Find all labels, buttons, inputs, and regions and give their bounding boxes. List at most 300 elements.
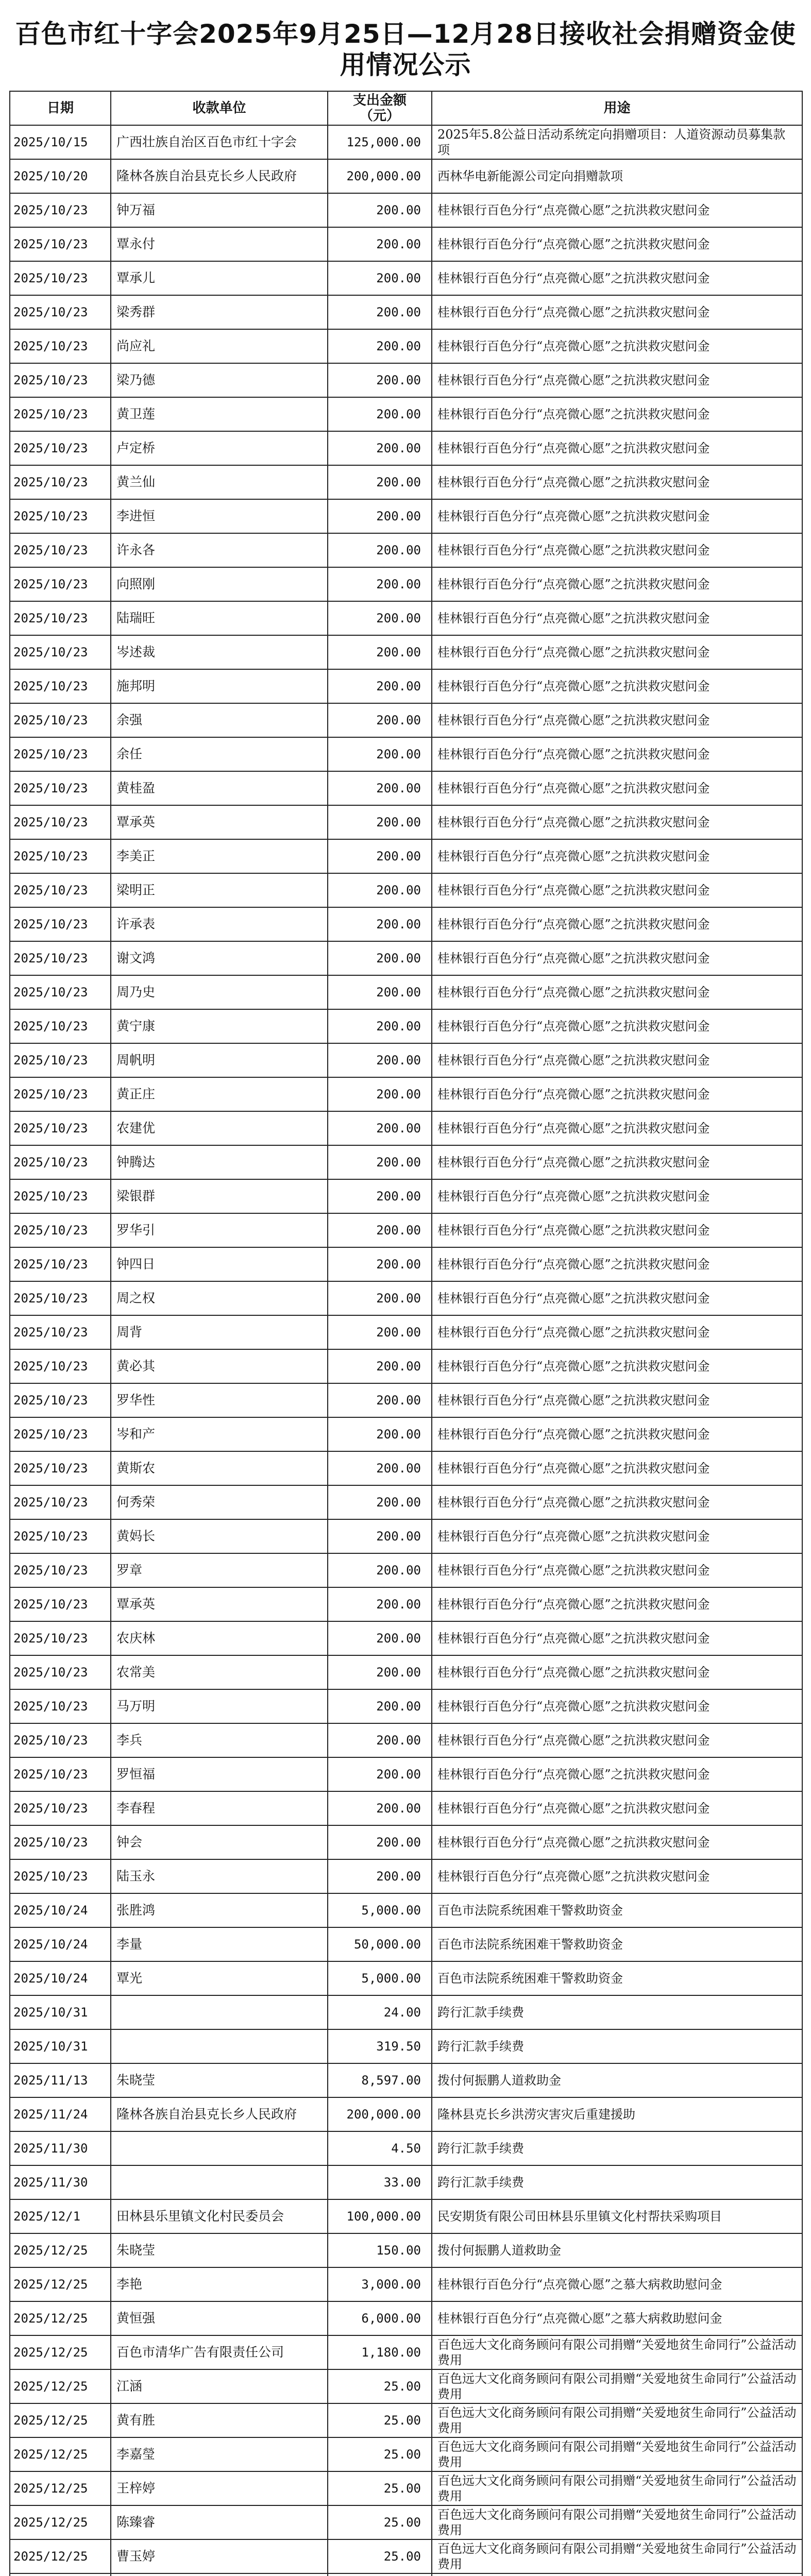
row-payee: 谢文鸿 — [111, 941, 328, 975]
row-purpose: 百色远大文化商务顾问有限公司捐赠“关爱地贫生命同行”公益活动费用 — [432, 2539, 802, 2573]
table-row — [10, 1077, 802, 1111]
row-date: 2025/10/24 — [10, 1927, 111, 1961]
row-amount: 200.00 — [328, 465, 432, 499]
row-payee: 施邦明 — [111, 669, 328, 703]
row-date: 2025/12/25 — [10, 2539, 111, 2573]
row-amount: 5,000.00 — [328, 1961, 432, 1995]
table-row — [10, 499, 802, 533]
table-row — [10, 737, 802, 771]
row-payee: 江涵 — [111, 2369, 328, 2403]
row-purpose — [432, 2573, 802, 2576]
row-payee: 覃承英 — [111, 1587, 328, 1621]
row-date: 2025/10/23 — [10, 941, 111, 975]
row-date: 2025/10/23 — [10, 1315, 111, 1349]
row-payee: 周乃史 — [111, 975, 328, 1009]
row-payee: 黄宁康 — [111, 1009, 328, 1043]
row-amount: 200.00 — [328, 1723, 432, 1757]
row-amount: 200.00 — [328, 1757, 432, 1791]
row-purpose: 桂林银行百色分行“点亮微心愿”之抗洪救灾慰问金 — [432, 1077, 802, 1111]
row-amount: 4.50 — [328, 2131, 432, 2165]
table-row — [10, 1859, 802, 1893]
row-purpose: 桂林银行百色分行“点亮微心愿”之抗洪救灾慰问金 — [432, 1145, 802, 1179]
row-amount: 200.00 — [328, 1043, 432, 1077]
table-row — [10, 873, 802, 907]
row-payee: 许承表 — [111, 907, 328, 941]
row-amount: 200.00 — [328, 1621, 432, 1655]
row-amount: 200.00 — [328, 1655, 432, 1689]
row-amount: 200.00 — [328, 1383, 432, 1417]
row-payee: 农庆林 — [111, 1621, 328, 1655]
row-amount: 200.00 — [328, 1859, 432, 1893]
table-row — [10, 1553, 802, 1587]
row-purpose: 桂林银行百色分行“点亮微心愿”之抗洪救灾慰问金 — [432, 1553, 802, 1587]
row-amount: 200.00 — [328, 1417, 432, 1451]
row-amount: 5,000.00 — [328, 1893, 432, 1927]
table-row — [10, 2097, 802, 2131]
row-payee: 农建优 — [111, 1111, 328, 1145]
row-amount: 33.00 — [328, 2165, 432, 2199]
row-date: 2025/10/23 — [10, 1485, 111, 1519]
row-date: 2025/10/23 — [10, 1247, 111, 1281]
row-purpose: 桂林银行百色分行“点亮微心愿”之抗洪救灾慰问金 — [432, 1179, 802, 1213]
row-amount: 200.00 — [328, 1791, 432, 1825]
row-amount: 200.00 — [328, 839, 432, 873]
row-purpose: 桂林银行百色分行“点亮微心愿”之慕大病救助慰问金 — [432, 2301, 802, 2335]
row-date: 2025/11/30 — [10, 2131, 111, 2165]
table-row — [10, 329, 802, 363]
table-row — [10, 363, 802, 397]
row-payee: 王梓婷 — [111, 2471, 328, 2505]
row-payee: 隆林各族自治县克长乡人民政府 — [111, 2097, 328, 2131]
page-title: 百色市红十字会2025年9月25日—12月28日接收社会捐赠资金使用情况公示 — [15, 19, 796, 80]
row-date: 2025/10/23 — [10, 1179, 111, 1213]
row-date: 2025/10/23 — [10, 567, 111, 601]
row-date: 2025/10/23 — [10, 873, 111, 907]
row-purpose: 桂林银行百色分行“点亮微心愿”之抗洪救灾慰问金 — [432, 397, 802, 431]
row-date: 2025/10/23 — [10, 1043, 111, 1077]
row-amount: 200.00 — [328, 1451, 432, 1485]
row-date: 2025/12/25 — [10, 2437, 111, 2471]
table-row — [10, 2539, 802, 2573]
row-amount — [328, 2573, 432, 2576]
row-amount: 6,000.00 — [328, 2301, 432, 2335]
row-date: 2025/10/23 — [10, 1383, 111, 1417]
row-payee — [111, 2165, 328, 2199]
row-purpose: 桂林银行百色分行“点亮微心愿”之抗洪救灾慰问金 — [432, 1009, 802, 1043]
row-purpose: 桂林银行百色分行“点亮微心愿”之抗洪救灾慰问金 — [432, 839, 802, 873]
row-amount: 200.00 — [328, 193, 432, 227]
row-date: 2025/10/23 — [10, 771, 111, 805]
row-payee: 梁明正 — [111, 873, 328, 907]
table-row — [10, 2199, 802, 2233]
row-date: 2025/10/23 — [10, 805, 111, 839]
row-amount: 25.00 — [328, 2403, 432, 2437]
row-purpose: 桂林银行百色分行“点亮微心愿”之抗洪救灾慰问金 — [432, 1111, 802, 1145]
table-row — [10, 771, 802, 805]
row-payee: 李美正 — [111, 839, 328, 873]
row-date: 2025/10/23 — [10, 1145, 111, 1179]
row-date: 2025/12/1 — [10, 2199, 111, 2233]
row-purpose: 桂林银行百色分行“点亮微心愿”之抗洪救灾慰问金 — [432, 601, 802, 635]
row-purpose: 桂林银行百色分行“点亮微心愿”之抗洪救灾慰问金 — [432, 567, 802, 601]
row-purpose: 桂林银行百色分行“点亮微心愿”之抗洪救灾慰问金 — [432, 669, 802, 703]
table-row — [10, 295, 802, 329]
row-purpose: 桂林银行百色分行“点亮微心愿”之抗洪救灾慰问金 — [432, 703, 802, 737]
row-date: 2025/10/31 — [10, 2029, 111, 2063]
row-purpose: 拨付何振鹏人道救助金 — [432, 2233, 802, 2267]
row-date: 2025/12/25 — [10, 2369, 111, 2403]
row-purpose: 桂林银行百色分行“点亮微心愿”之抗洪救灾慰问金 — [432, 193, 802, 227]
row-purpose: 桂林银行百色分行“点亮微心愿”之抗洪救灾慰问金 — [432, 1383, 802, 1417]
row-payee: 罗恒福 — [111, 1757, 328, 1791]
table-row — [10, 2403, 802, 2437]
table-row — [10, 1757, 802, 1791]
row-amount: 25.00 — [328, 2505, 432, 2539]
table-header-row — [10, 91, 802, 125]
row-purpose: 百色市法院系统困难干警救助资金 — [432, 1893, 802, 1927]
row-purpose: 桂林银行百色分行“点亮微心愿”之抗洪救灾慰问金 — [432, 1859, 802, 1893]
table-row — [10, 1349, 802, 1383]
header-unit: 收款单位 — [111, 91, 328, 125]
row-payee: 黄有胜 — [111, 2403, 328, 2437]
row-date: 2025/11/13 — [10, 2063, 111, 2097]
row-amount: 200.00 — [328, 669, 432, 703]
row-purpose: 桂林银行百色分行“点亮微心愿”之抗洪救灾慰问金 — [432, 1417, 802, 1451]
table-row — [10, 125, 802, 159]
row-purpose: 百色市法院系统困难干警救助资金 — [432, 1927, 802, 1961]
table-row — [10, 839, 802, 873]
row-purpose: 桂林银行百色分行“点亮微心愿”之抗洪救灾慰问金 — [432, 907, 802, 941]
row-payee: 岑述裁 — [111, 635, 328, 669]
table-row — [10, 1111, 802, 1145]
row-purpose: 桂林银行百色分行“点亮微心愿”之抗洪救灾慰问金 — [432, 1689, 802, 1723]
table-row — [10, 465, 802, 499]
row-amount: 200.00 — [328, 873, 432, 907]
row-date: 2025/10/23 — [10, 635, 111, 669]
row-amount: 200.00 — [328, 397, 432, 431]
row-amount: 200.00 — [328, 1213, 432, 1247]
row-payee: 朱晓莹 — [111, 2063, 328, 2097]
row-payee: 黄妈长 — [111, 1519, 328, 1553]
row-payee — [111, 2573, 328, 2576]
table-row — [10, 1043, 802, 1077]
row-amount: 25.00 — [328, 2369, 432, 2403]
table-row — [10, 2369, 802, 2403]
row-payee: 朱晓莹 — [111, 2233, 328, 2267]
row-purpose: 桂林银行百色分行“点亮微心愿”之抗洪救灾慰问金 — [432, 1587, 802, 1621]
table-row — [10, 2063, 802, 2097]
row-payee: 李嘉瑩 — [111, 2437, 328, 2471]
row-payee: 曹玉婷 — [111, 2539, 328, 2573]
table-row — [10, 2505, 802, 2539]
row-purpose: 桂林银行百色分行“点亮微心愿”之抗洪救灾慰问金 — [432, 805, 802, 839]
row-purpose: 百色远大文化商务顾问有限公司捐赠“关爱地贫生命同行”公益活动费用 — [432, 2437, 802, 2471]
row-payee: 广西壮族自治区百色市红十字会 — [111, 125, 328, 159]
row-purpose: 桂林银行百色分行“点亮微心愿”之抗洪救灾慰问金 — [432, 1043, 802, 1077]
row-amount: 1,180.00 — [328, 2335, 432, 2369]
row-purpose: 桂林银行百色分行“点亮微心愿”之抗洪救灾慰问金 — [432, 941, 802, 975]
row-amount: 200.00 — [328, 737, 432, 771]
row-date: 2025/11/24 — [10, 2097, 111, 2131]
table-body — [10, 125, 802, 2576]
row-amount: 25.00 — [328, 2437, 432, 2471]
row-amount: 200.00 — [328, 805, 432, 839]
row-amount: 200.00 — [328, 1179, 432, 1213]
row-date: 2025/10/23 — [10, 737, 111, 771]
row-date: 2025/10/23 — [10, 533, 111, 567]
row-payee: 李量 — [111, 1927, 328, 1961]
row-date: 2025/10/23 — [10, 1077, 111, 1111]
row-purpose: 隆林县克长乡洪涝灾害灾后重建援助 — [432, 2097, 802, 2131]
row-payee: 钟万福 — [111, 193, 328, 227]
row-amount: 200.00 — [328, 975, 432, 1009]
table-row — [10, 1179, 802, 1213]
row-payee — [111, 2131, 328, 2165]
table-row — [10, 533, 802, 567]
table-row — [10, 941, 802, 975]
row-date: 2025/10/23 — [10, 397, 111, 431]
row-date: 2025/10/23 — [10, 1349, 111, 1383]
table-row — [10, 1995, 802, 2029]
row-date: 2025/10/23 — [10, 1791, 111, 1825]
table-row — [10, 2267, 802, 2301]
row-purpose: 桂林银行百色分行“点亮微心愿”之抗洪救灾慰问金 — [432, 227, 802, 261]
table-row — [10, 1145, 802, 1179]
row-purpose: 桂林银行百色分行“点亮微心愿”之抗洪救灾慰问金 — [432, 499, 802, 533]
header-use: 用途 — [432, 91, 802, 125]
row-date: 2025/10/23 — [10, 1825, 111, 1859]
table-row — [10, 1893, 802, 1927]
row-purpose: 桂林银行百色分行“点亮微心愿”之抗洪救灾慰问金 — [432, 1247, 802, 1281]
row-purpose: 民安期货有限公司田林县乐里镇文化村帮扶采购项目 — [432, 2199, 802, 2233]
table-row — [10, 703, 802, 737]
table-row — [10, 1213, 802, 1247]
expenditure-table — [9, 91, 803, 2576]
row-date: 2025/10/20 — [10, 159, 111, 193]
row-purpose: 桂林银行百色分行“点亮微心愿”之抗洪救灾慰问金 — [432, 533, 802, 567]
row-payee: 周帆明 — [111, 1043, 328, 1077]
row-payee: 梁银群 — [111, 1179, 328, 1213]
row-payee: 罗章 — [111, 1553, 328, 1587]
table-row — [10, 805, 802, 839]
table-row — [10, 1689, 802, 1723]
row-purpose: 桂林银行百色分行“点亮微心愿”之抗洪救灾慰问金 — [432, 1281, 802, 1315]
row-payee: 马万明 — [111, 1689, 328, 1723]
row-amount: 200.00 — [328, 1247, 432, 1281]
table-row — [10, 2573, 802, 2576]
row-amount: 200.00 — [328, 363, 432, 397]
table-row — [10, 1281, 802, 1315]
row-date: 2025/10/23 — [10, 1587, 111, 1621]
table-row — [10, 2437, 802, 2471]
table-row — [10, 2233, 802, 2267]
table-row — [10, 227, 802, 261]
row-purpose: 百色远大文化商务顾问有限公司捐赠“关爱地贫生命同行”公益活动费用 — [432, 2505, 802, 2539]
row-payee: 田林县乐里镇文化村民委员会 — [111, 2199, 328, 2233]
row-purpose: 桂林银行百色分行“点亮微心愿”之抗洪救灾慰问金 — [432, 873, 802, 907]
row-date: 2025/10/23 — [10, 1213, 111, 1247]
row-purpose: 跨行汇款手续费 — [432, 2165, 802, 2199]
row-date: 2025/10/23 — [10, 1723, 111, 1757]
row-payee: 周之权 — [111, 1281, 328, 1315]
row-payee: 梁乃德 — [111, 363, 328, 397]
row-purpose: 跨行汇款手续费 — [432, 1995, 802, 2029]
row-purpose: 跨行汇款手续费 — [432, 2029, 802, 2063]
row-purpose: 桂林银行百色分行“点亮微心愿”之抗洪救灾慰问金 — [432, 1315, 802, 1349]
table-row — [10, 669, 802, 703]
table-row — [10, 635, 802, 669]
row-payee — [111, 1995, 328, 2029]
row-amount: 319.50 — [328, 2029, 432, 2063]
row-payee: 尚应礼 — [111, 329, 328, 363]
row-purpose: 桂林银行百色分行“点亮微心愿”之抗洪救灾慰问金 — [432, 1791, 802, 1825]
row-date: 2025/12/25 — [10, 2403, 111, 2437]
row-date: 2025/10/23 — [10, 363, 111, 397]
row-date: 2025/12/25 — [10, 2233, 111, 2267]
row-amount: 200.00 — [328, 1281, 432, 1315]
row-date: 2025/10/31 — [10, 1995, 111, 2029]
row-purpose: 桂林银行百色分行“点亮微心愿”之抗洪救灾慰问金 — [432, 737, 802, 771]
row-payee: 李春程 — [111, 1791, 328, 1825]
row-date: 2025/10/23 — [10, 1281, 111, 1315]
table-row — [10, 567, 802, 601]
table-row — [10, 1417, 802, 1451]
row-date: 2025/10/23 — [10, 601, 111, 635]
row-date: 2025/10/23 — [10, 329, 111, 363]
table-row — [10, 1009, 802, 1043]
row-payee: 黄恒强 — [111, 2301, 328, 2335]
row-date: 2025/10/23 — [10, 1655, 111, 1689]
table-row — [10, 2165, 802, 2199]
row-purpose: 桂林银行百色分行“点亮微心愿”之抗洪救灾慰问金 — [432, 1825, 802, 1859]
row-amount: 200.00 — [328, 329, 432, 363]
row-purpose: 桂林银行百色分行“点亮微心愿”之抗洪救灾慰问金 — [432, 295, 802, 329]
row-purpose: 桂林银行百色分行“点亮微心愿”之慕大病救助慰问金 — [432, 2267, 802, 2301]
row-payee: 岑和产 — [111, 1417, 328, 1451]
header-amount-label: 支出金额 （元） — [352, 93, 407, 124]
row-date: 2025/10/23 — [10, 703, 111, 737]
row-date: 2025/12/25 — [10, 2505, 111, 2539]
row-amount: 200.00 — [328, 1553, 432, 1587]
row-amount: 8,597.00 — [328, 2063, 432, 2097]
row-purpose: 桂林银行百色分行“点亮微心愿”之抗洪救灾慰问金 — [432, 329, 802, 363]
row-amount: 200.00 — [328, 1689, 432, 1723]
row-payee: 覃光 — [111, 1961, 328, 1995]
row-payee: 陆瑞旺 — [111, 601, 328, 635]
row-purpose: 拨付何振鹏人道救助金 — [432, 2063, 802, 2097]
row-payee: 许永各 — [111, 533, 328, 567]
row-purpose: 桂林银行百色分行“点亮微心愿”之抗洪救灾慰问金 — [432, 1723, 802, 1757]
row-date: 2025/10/23 — [10, 669, 111, 703]
row-payee: 隆林各族自治县克长乡人民政府 — [111, 159, 328, 193]
row-payee: 覃承儿 — [111, 261, 328, 295]
row-amount: 100,000.00 — [328, 2199, 432, 2233]
row-amount: 200.00 — [328, 1485, 432, 1519]
row-date: 2025/12/25 — [10, 2335, 111, 2369]
table-row — [10, 2335, 802, 2369]
row-payee: 黄桂盈 — [111, 771, 328, 805]
row-payee: 陈臻睿 — [111, 2505, 328, 2539]
row-amount: 200.00 — [328, 1349, 432, 1383]
row-amount: 200.00 — [328, 1077, 432, 1111]
row-payee — [111, 2029, 328, 2063]
table-row — [10, 2131, 802, 2165]
row-date: 2025/10/23 — [10, 1417, 111, 1451]
row-purpose: 桂林银行百色分行“点亮微心愿”之抗洪救灾慰问金 — [432, 1349, 802, 1383]
table-row — [10, 193, 802, 227]
row-amount: 200.00 — [328, 1145, 432, 1179]
row-purpose: 百色远大文化商务顾问有限公司捐赠“关爱地贫生命同行”公益活动费用 — [432, 2403, 802, 2437]
row-purpose: 桂林银行百色分行“点亮微心愿”之抗洪救灾慰问金 — [432, 1621, 802, 1655]
row-date: 2025/10/23 — [10, 1519, 111, 1553]
row-purpose: 桂林银行百色分行“点亮微心愿”之抗洪救灾慰问金 — [432, 1519, 802, 1553]
row-amount: 200.00 — [328, 1519, 432, 1553]
row-date: 2025/10/23 — [10, 261, 111, 295]
table-row — [10, 1655, 802, 1689]
row-amount: 125,000.00 — [328, 125, 432, 159]
row-payee: 李进恒 — [111, 499, 328, 533]
row-date: 2025/10/23 — [10, 1621, 111, 1655]
row-payee: 张胜鸿 — [111, 1893, 328, 1927]
row-amount: 200.00 — [328, 907, 432, 941]
row-amount: 200.00 — [328, 601, 432, 635]
row-payee: 百色市清华广告有限责任公司 — [111, 2335, 328, 2369]
table-row — [10, 431, 802, 465]
row-payee: 罗华引 — [111, 1213, 328, 1247]
row-date: 2025/10/23 — [10, 193, 111, 227]
row-amount: 200.00 — [328, 261, 432, 295]
row-amount: 200.00 — [328, 771, 432, 805]
row-date: 2025/10/23 — [10, 1111, 111, 1145]
row-date: 2025/10/23 — [10, 839, 111, 873]
row-amount: 200.00 — [328, 1009, 432, 1043]
table-row — [10, 159, 802, 193]
row-amount: 25.00 — [328, 2539, 432, 2573]
row-payee: 黄卫莲 — [111, 397, 328, 431]
row-amount: 3,000.00 — [328, 2267, 432, 2301]
row-purpose: 桂林银行百色分行“点亮微心愿”之抗洪救灾慰问金 — [432, 1757, 802, 1791]
table-row — [10, 1961, 802, 1995]
row-purpose: 桂林银行百色分行“点亮微心愿”之抗洪救灾慰问金 — [432, 1485, 802, 1519]
row-payee: 黄正庄 — [111, 1077, 328, 1111]
row-amount: 200.00 — [328, 1315, 432, 1349]
table-row — [10, 1587, 802, 1621]
row-date: 2025/10/23 — [10, 1009, 111, 1043]
row-purpose: 西林华电新能源公司定向捐赠款项 — [432, 159, 802, 193]
row-purpose: 跨行汇款手续费 — [432, 2131, 802, 2165]
table-row — [10, 1825, 802, 1859]
row-amount: 24.00 — [328, 1995, 432, 2029]
row-purpose: 桂林银行百色分行“点亮微心愿”之抗洪救灾慰问金 — [432, 261, 802, 295]
row-payee: 覃永付 — [111, 227, 328, 261]
row-amount: 200.00 — [328, 635, 432, 669]
table-row — [10, 1927, 802, 1961]
row-amount: 200.00 — [328, 295, 432, 329]
row-date: 2025/10/23 — [10, 499, 111, 533]
table-row — [10, 2029, 802, 2063]
header-date: 日期 — [10, 91, 111, 125]
row-purpose: 桂林银行百色分行“点亮微心愿”之抗洪救灾慰问金 — [432, 635, 802, 669]
row-purpose: 百色市法院系统困难干警救助资金 — [432, 1961, 802, 1995]
table-row — [10, 1485, 802, 1519]
row-purpose: 2025年5.8公益日活动系统定向捐赠项目：人道资源动员募集款项 — [432, 125, 802, 159]
table-row — [10, 1383, 802, 1417]
row-amount: 200.00 — [328, 227, 432, 261]
table-row — [10, 1519, 802, 1553]
row-payee: 向照刚 — [111, 567, 328, 601]
row-amount: 200.00 — [328, 1587, 432, 1621]
row-date: 2025/10/23 — [10, 295, 111, 329]
